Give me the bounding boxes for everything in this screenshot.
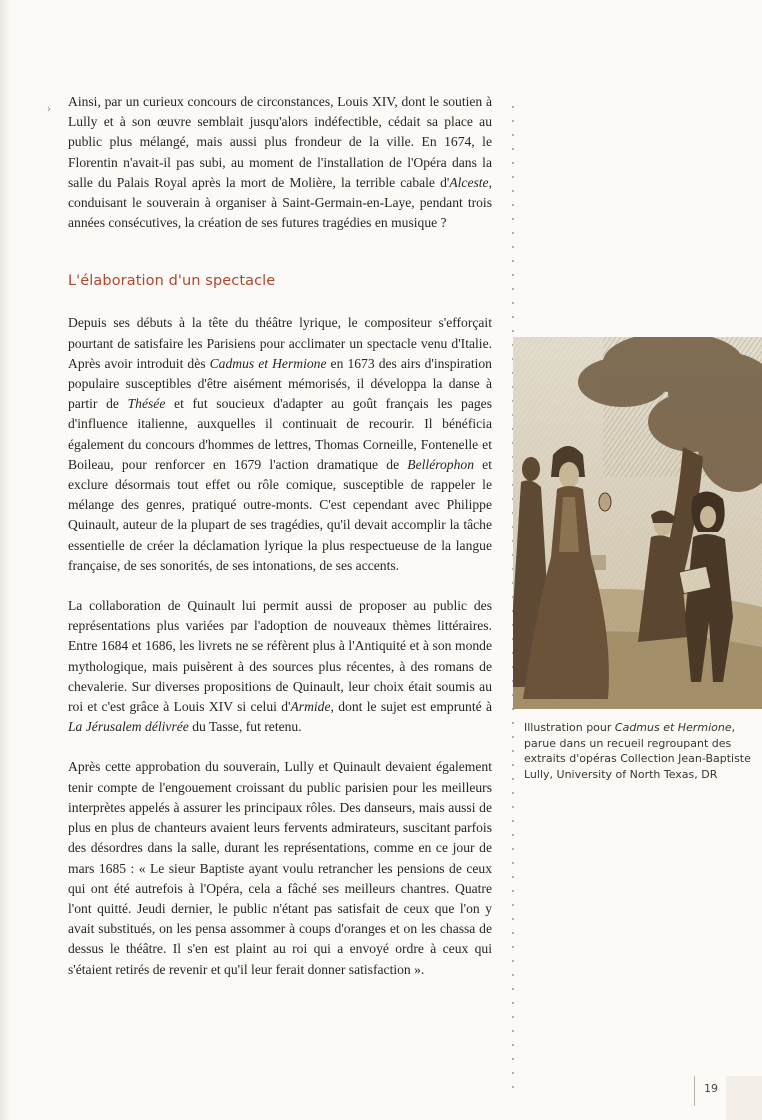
engraving-illustration	[513, 337, 762, 709]
page-corner-shade	[726, 1076, 762, 1120]
figure-caption: Illustration pour Cadmus et Hermione, parue dans un recueil regroupant des extraits d'opéras Collection Jean-Baptiste Lully, University of North Texas, DR	[524, 721, 751, 781]
paragraph-2: Depuis ses débuts à la tête du théâtre lyrique, le compositeur s'efforçait pourtant de satisfaire les Parisiens pour acclimater un spectacle venu d'Italie. Après avoir introduit dès Cadmus et Hermione en 1673 des airs d'inspiration populaire susceptibles d'être aisément mémorisés, il développa la danse à partir de Thésée et fut soucieux d'adapter au goût français les pages d'influence italienne, auxquelles il continuait de recourir. Il bénéficia également du concours d'hommes de lettres, Thomas Corneille, Fontenelle et Boileau, pour renforcer en 1679 l'action dramatique de Bellérophon et exclure désormais tout effet ou rôle comique, susceptible de rappeler le mélange des genres, pratiqué outre-monts. C'est cependant avec Philippe Quinault, auteur de la plupart de ses tragédies, qu'il devait accomplir la tâche essentielle de créer la déclamation lyrique la plus respectueuse de la langue française, de ses sonorités, de ses intonations, de ses accents.	[68, 315, 492, 573]
main-text-column	[68, 92, 492, 980]
paragraph-1: Ainsi, par un curieux concours de circonstances, Louis XIV, dont le soutien à Lully et à son œuvre semblait jusqu'alors indéfectible, cédait sa place au public plus mélangé, mais aussi plus frondeur de la ville. En 1674, le Florentin n'avait-il pas subi, au moment de l'installation de l'Opéra dans la salle du Palais Royal après la mort de Molière, la terrible cabale d'Alceste, conduisant le souverain à organiser à Saint-Germain-en-Laye, pendant trois années consécutives, la création de ses futures tragédies en musique ?	[68, 94, 492, 231]
page-edge	[0, 0, 10, 1120]
paragraph-4: Après cette approbation du souverain, Lully et Quinault devaient également tenir compte de l'engouement croissant du public parisien pour les meilleurs interprètes appelés à assurer les principaux rôles. Des danseurs, mais aussi de plus en plus de chanteurs avaient leurs fervents admirateurs, suscitant parfois des désordres dans la salle, durant les représentations, comme en ce jour de mars 1685 : « Le sieur Baptiste ayant voulu retrancher les pensions de ceux qui ont été autrefois à l'Opéra, cela a fâché ses meilleurs chantres. Quatre l'ont quitté. Jeudi dernier, le public n'étant pas satisfait de ceux que l'on y avait substitués, on les pensa assommer à coups d'oranges et on les chassa de dessus le théâtre. Il s'en est plaint au roi qui a envoyé ordre à ceux qui s'étaient retirés de revenir et qu'il leur ferait donner satisfaction ».	[68, 759, 492, 977]
section-heading: L'élaboration d'un spectacle	[68, 273, 276, 290]
paragraph-3: La collaboration de Quinault lui permit aussi de proposer au public des représentations plus variées par l'adoption de nouveaux thèmes littéraires. Entre 1684 et 1686, les livrets ne se réfèrent plus à l'Antiquité et à son monde mythologique, mais puisèrent à des sources plus récentes, à des romans de chevalerie. Sur diverses propositions de Quinault, leur choix était soumis au roi et c'est grâce à Louis XIV si celui d'Armide, dont le sujet est emprunté à La Jérusalem délivrée du Tasse, fut retenu.	[68, 598, 492, 735]
margin-mark: ›	[47, 104, 51, 115]
page-number: 19	[694, 1076, 727, 1106]
